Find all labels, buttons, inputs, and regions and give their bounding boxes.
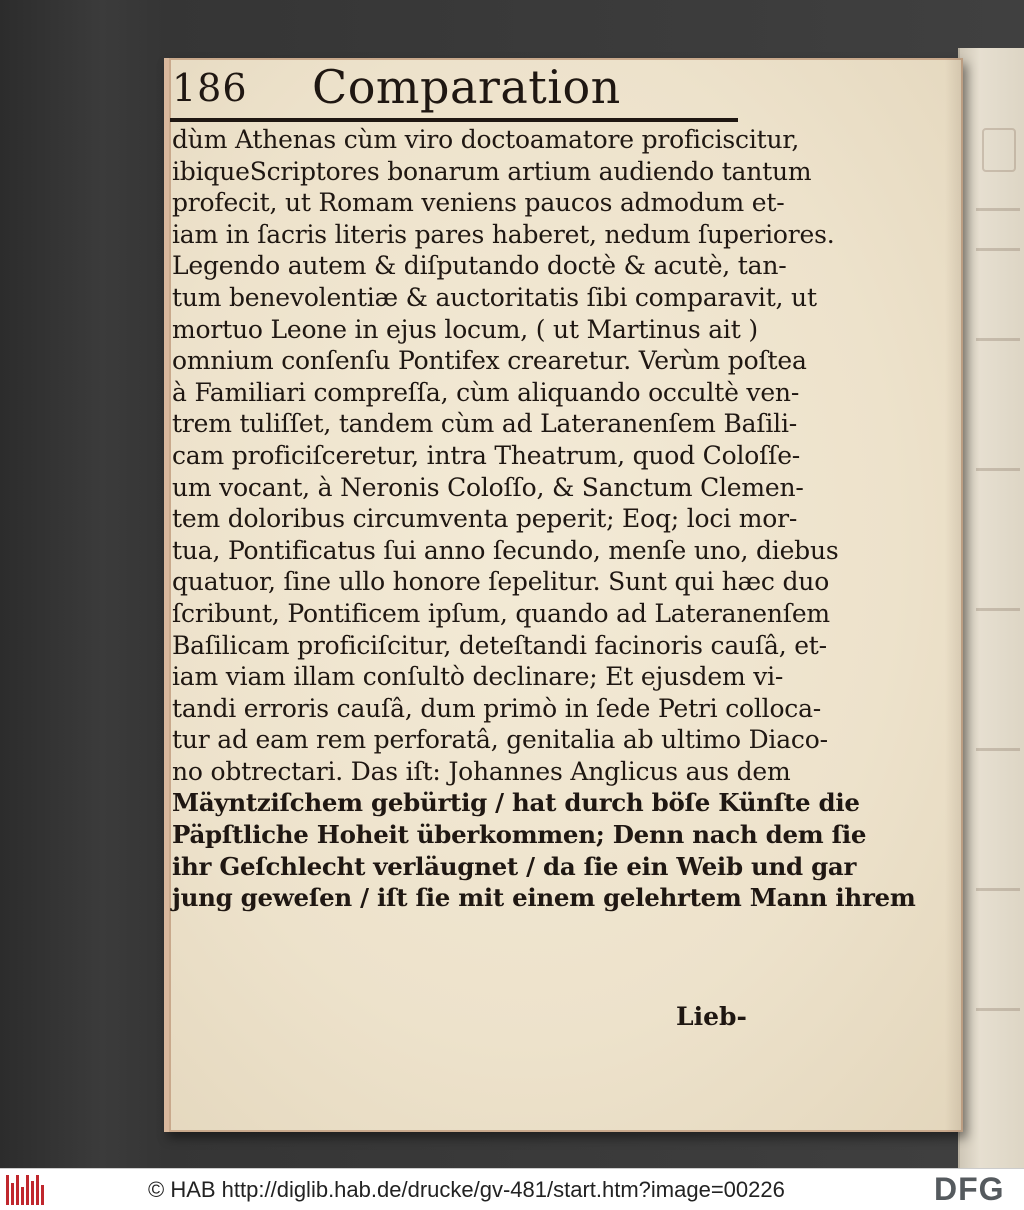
page-header — [172, 62, 752, 122]
header-rule — [170, 118, 738, 122]
adjacent-page-ghost-mark — [982, 128, 1016, 172]
text-line: trem tuliſſet, tandem cùm ad Lateranenſem Baſili- — [172, 409, 798, 439]
text-line: omnium conſenſu Pontifex crearetur. Verùm poſtea — [172, 346, 807, 376]
page-body-text — [172, 124, 916, 914]
bleed-through-line — [976, 468, 1020, 471]
page-edge-shadow — [945, 58, 963, 1132]
footer-bar — [0, 1168, 1024, 1210]
dfg-logo: DFG — [934, 1171, 1005, 1207]
text-line: ſcribunt, Pontificem ipſum, quando ad Lateranenſem — [172, 598, 830, 628]
text-line: ibiqueScriptores bonarum artium audiendo tantum — [172, 156, 812, 186]
text-line: um vocant, à Neronis Coloſſo, & Sanctum Clemen- — [172, 472, 804, 502]
text-line: Baſilicam proficiſcitur, deteſtandi facinoris cauſâ, et- — [172, 630, 827, 660]
footer-credit-link[interactable]: © HAB http://diglib.hab.de/drucke/gv-481/start.htm?image=00226 — [148, 1177, 785, 1202]
text-line: cam proficiſceretur, intra Theatrum, quod Coloſſe- — [172, 440, 801, 470]
page-number: 186 — [172, 66, 248, 110]
text-line: iam viam illam conſultò declinare; Et ejusdem vi- — [172, 662, 784, 692]
text-line: tum benevolentiæ & auctoritatis ſibi comparavit, ut — [172, 282, 817, 312]
text-line: tandi erroris cauſâ, dum primò in ſede Petri colloca- — [172, 693, 822, 723]
text-line: dùm Athenas cùm viro doctoamatore proficiscitur, — [172, 125, 800, 154]
bleed-through-line — [976, 888, 1020, 891]
hab-logo-icon — [6, 1175, 46, 1205]
text-line: tur ad eam rem perforatâ, genitalia ab ultimo Diaco- — [172, 725, 828, 755]
text-line: no obtrectari. Das iſt: Johannes Anglicus aus dem — [172, 756, 791, 786]
bleed-through-line — [976, 1008, 1020, 1011]
bleed-through-line — [976, 748, 1020, 751]
text-line: Legendo autem & diſputando doctè & acutè, tan- — [172, 251, 787, 281]
bleed-through-line — [976, 208, 1020, 211]
bleed-through-line — [976, 338, 1020, 341]
fraktur-text-line: jung geweſen / iſt ſie mit einem gelehrtem Mann ihrem — [172, 883, 916, 913]
running-title: Comparation — [312, 60, 621, 114]
text-line: à Familiari compreſſa, cùm aliquando occultè ven- — [172, 377, 800, 407]
text-line: iam in ſacris literis pares haberet, nedum ſuperiores. — [172, 219, 835, 249]
fraktur-text-line: Päpſtliche Hoheit überkommen; Denn nach dem ſie — [172, 820, 867, 850]
fraktur-text-line: Mäyntziſchem gebürtig / hat durch böſe Künſte die — [172, 788, 860, 818]
bleed-through-line — [976, 248, 1020, 251]
fraktur-text-line: ihr Geſchlecht verläugnet / da ſie ein Weib und gar — [172, 851, 857, 881]
text-line: mortuo Leone in ejus locum, ( ut Martinus ait ) — [172, 314, 758, 344]
bleed-through-line — [976, 608, 1020, 611]
catchword: Lieb- — [676, 1002, 747, 1031]
text-line: profecit, ut Romam veniens paucos admodum et- — [172, 188, 785, 218]
text-line: tem doloribus circumventa peperit; Eoq; loci mor- — [172, 504, 798, 534]
adjacent-page — [958, 48, 1024, 1168]
text-line: quatuor, ſine ullo honore ſepelitur. Sunt qui hæc duo — [172, 567, 830, 597]
text-line: tua, Pontificatus ſui anno ſecundo, menſe uno, diebus — [172, 535, 839, 565]
